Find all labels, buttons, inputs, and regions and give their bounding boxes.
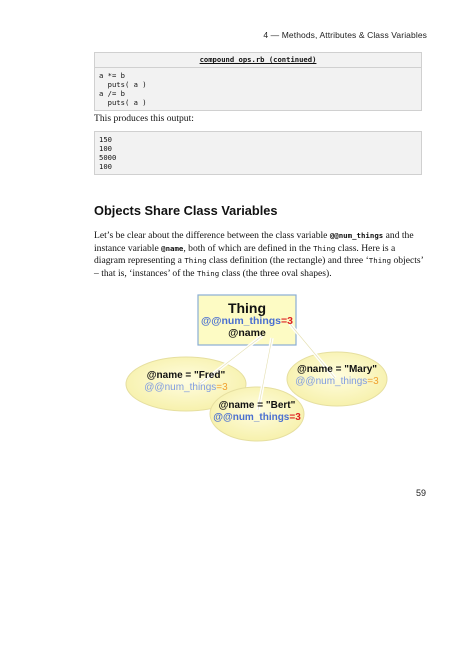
object-name-mary: @name = "Mary" <box>296 364 378 375</box>
object-classvar-fred <box>144 382 228 393</box>
code-line: 150 <box>99 135 112 144</box>
object-classvar-mary <box>295 376 379 387</box>
object-name-bert: @name = "Bert" <box>218 400 296 411</box>
text-run: class. Here is a diagram representing a <box>94 242 396 266</box>
inline-code: @name <box>161 243 184 253</box>
page-number: 59 <box>415 488 426 498</box>
class-var-equals: = <box>289 412 296 423</box>
code-line: a /= b <box>99 89 125 98</box>
class-var-name: @@num_things <box>201 315 281 327</box>
text-run: and the instance variable <box>94 230 414 254</box>
code-line: a *= b <box>99 71 125 80</box>
inline-code: Thing <box>368 256 392 265</box>
class-var-value: 3 <box>295 412 301 423</box>
class-var-name: @@num_things <box>144 382 217 393</box>
code-line: puts( a ) <box>99 80 147 89</box>
text-run: objects’ – that is, ‘instances’ of the <box>94 255 424 279</box>
object-name-fred: @name = "Fred" <box>146 370 226 381</box>
class-box-instance-variable: @name <box>228 327 266 339</box>
output-intro: This produces this output: <box>94 113 194 124</box>
inline-code: Thing <box>313 243 336 253</box>
class-box-class-variable <box>201 315 293 327</box>
class-var-value: 3 <box>287 315 293 327</box>
text-run: , both of which are defined in the <box>183 242 314 254</box>
text-run: class definition (the rectangle) and three ‘ <box>206 255 369 266</box>
class-box-title: Thing <box>227 300 267 316</box>
class-var-equals: = <box>367 376 374 387</box>
inline-code: Thing <box>184 256 207 265</box>
class-var-name: @@num_things <box>295 376 368 387</box>
class-var-value: 3 <box>222 382 228 393</box>
class-var-name: @@num_things <box>213 412 290 423</box>
class-var-equals: = <box>281 315 288 327</box>
class-var-equals: = <box>216 382 223 393</box>
code-line: puts( a ) <box>99 98 147 107</box>
class-var-value: 3 <box>373 376 379 387</box>
code-listing-title: compound_ops.rb (continued) <box>95 53 421 68</box>
inline-code: @@num_things <box>329 231 384 240</box>
code-line: 5000 <box>99 153 117 162</box>
code-line: 100 <box>99 162 112 171</box>
text-run: class (the three oval shapes). <box>219 267 332 279</box>
object-classvar-bert <box>213 412 301 423</box>
section-heading: Objects Share Class Variables <box>94 203 278 218</box>
text-run: Let’s be clear about the difference between the class variable <box>94 230 330 241</box>
code-line: 100 <box>99 144 112 153</box>
inline-code: Thing <box>196 268 220 278</box>
running-head: 4 — Methods, Attributes & Class Variables <box>263 30 427 40</box>
